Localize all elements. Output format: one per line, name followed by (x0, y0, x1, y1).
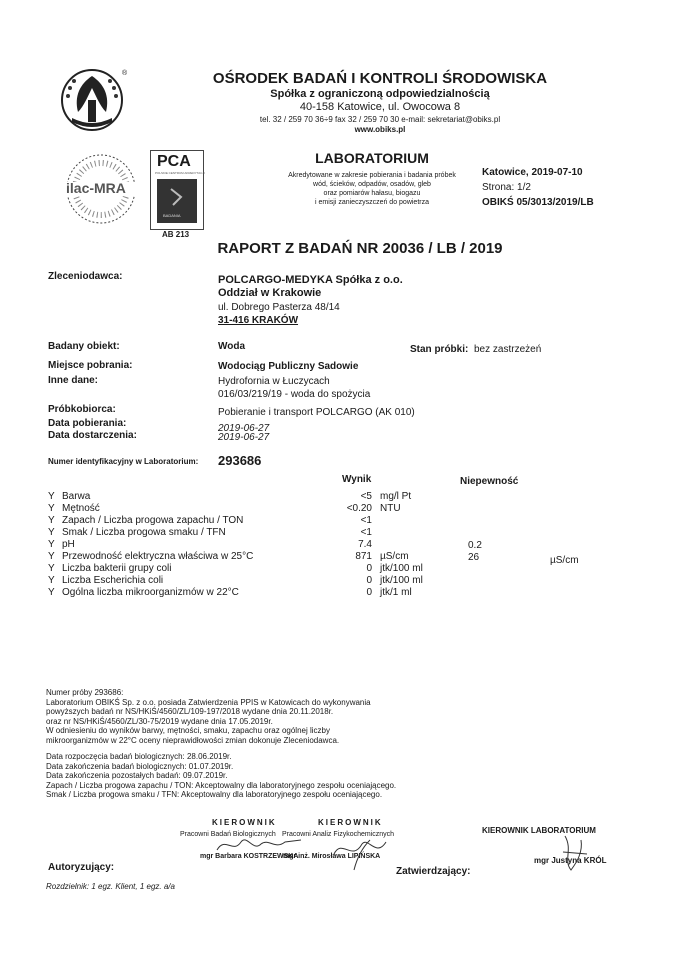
col-uncertainty-header: Niepewność (460, 476, 519, 487)
date-delivered-label: Data dostarczenia: (48, 430, 137, 441)
result-flag: Y (48, 551, 55, 562)
head1-name: mgr Barbara KOSTRZEWSKA (200, 853, 299, 860)
other-line-2: 016/03/219/19 - woda do spożycia (218, 389, 371, 400)
client-name: POLCARGO-MEDYKA Spółka z o.o. (218, 274, 403, 286)
ilac-label: ilac-MRA (66, 180, 126, 196)
object-value: Woda (218, 341, 246, 352)
pca-logo (150, 150, 204, 230)
org-sub: Spółka z ograniczoną odpowiedzialnością (270, 88, 490, 100)
head1-title: KIEROWNIK (212, 818, 277, 827)
authorizing-label: Autoryzujący: (48, 862, 115, 873)
signature-1 (215, 834, 305, 856)
result-value: <0.20 (346, 503, 372, 514)
approving-label: Zatwierdzający: (396, 866, 471, 877)
result-name: Barwa (62, 491, 91, 502)
page-number: Strona: 1/2 (482, 182, 531, 193)
other-line-1: Hydrofornia w Łuczycach (218, 376, 330, 387)
client-branch: Oddział w Krakowie (218, 287, 322, 299)
pca-badge-text: BADANIA (163, 213, 181, 218)
org-contact: tel. 32 / 259 70 36÷9 fax 32 / 259 70 30 e-mail: sekretariat@obiks.pl (259, 115, 501, 124)
result-flag: Y (48, 587, 55, 598)
org-website: www.obiks.pl (354, 125, 406, 134)
pca-small-text: POLSKIE CENTRUM AKREDYTACJI (155, 171, 205, 175)
sampler-value: Pobieranie i transport POLCARGO (AK 010) (218, 407, 415, 418)
registered-mark: ® (122, 70, 128, 77)
result-name: Przewodność elektryczna właściwa w 25°C (62, 551, 254, 562)
result-value: 0 (366, 575, 372, 586)
note-line: W odniesieniu do wyników barwy, mętności, smaku, zapachu oraz ogólnej liczby (46, 726, 330, 735)
note-line: Smak / Liczba progowa smaku / TFN: Akceptowalny dla laboratoryjnego zespołu oceniającego. (46, 790, 383, 799)
result-unit: jtk/100 ml (380, 563, 423, 574)
result-value: 0 (366, 587, 372, 598)
result-value: <1 (360, 515, 372, 526)
head3-name: mgr Justyna KRÓL (534, 856, 607, 865)
col-result-header: Wynik (342, 474, 372, 485)
report-title: RAPORT Z BADAŃ NR 20036 / LB / 2019 (217, 240, 503, 257)
result-value: <1 (360, 527, 372, 538)
note-line: Zapach / Liczba progowa zapachu / TON: Akceptowalny dla laboratoryjnego zespołu oceniającego. (46, 780, 397, 790)
note-line: Data zakończenia badań biologicznych: 01.07.2019r. (46, 761, 234, 771)
result-name: Smak / Liczba progowa smaku / TFN (62, 527, 226, 538)
sampler-label: Próbkobiorca: (48, 404, 116, 415)
result-uncertainty: 0.2 (468, 540, 482, 551)
result-unit: mg/l Pt (380, 491, 412, 502)
note-line: Data zakończenia pozostałych badań: 09.07.2019r. (46, 771, 228, 780)
result-flag: Y (48, 491, 55, 502)
lab-desc-4: i emisji zanieczyszczeń do powietrza (315, 199, 429, 206)
note-line: mikroorganizmów w 22°C oceny nieprawidłowości zmian dokonuje Zleceniodawca. (46, 735, 340, 745)
result-value: <5 (360, 491, 372, 502)
result-flag: Y (48, 539, 55, 550)
head2-name: mgr inż. Mirosława LIPIŃSKA (283, 853, 381, 860)
note-line: Laboratorium OBIKŚ Sp. z o.o. posiada Zatwierdzenia PPIS w Katowicach do wykonywania (46, 697, 371, 707)
result-value: 871 (355, 551, 372, 562)
signature-3 (555, 832, 595, 874)
head2-title: KIEROWNIK (318, 818, 383, 827)
note-line: Numer próby 293686: (46, 688, 124, 697)
result-unit: jtk/100 ml (380, 575, 423, 586)
lab-id-value: 293686 (218, 453, 262, 468)
date-taken-value: 2019-06-27 (218, 423, 270, 434)
place-value: Wodociąg Publiczny Sadowie (218, 361, 359, 372)
note-line: Data rozpoczęcia badań biologicznych: 28.06.2019r. (46, 752, 232, 761)
note-line: oraz nr NS/HKiŚ/4560/ZL/30-75/2019 wydane dnia 17.05.2019r. (46, 716, 273, 726)
place-label: Miejsce pobrania: (48, 360, 133, 371)
result-flag: Y (48, 575, 55, 586)
result-value: 0 (366, 563, 372, 574)
result-unit: jtk/1 ml (380, 587, 412, 598)
result-uncertainty-unit: µS/cm (550, 555, 579, 566)
result-name: Liczba bakterii grupy coli (62, 563, 172, 574)
date-taken-label: Data pobierania: (48, 418, 127, 429)
result-name: Liczba Escherichia coli (62, 575, 164, 586)
result-name: Zapach / Liczba progowa zapachu / TON (62, 515, 244, 526)
result-uncertainty: 26 (468, 552, 480, 563)
lab-title: LABORATORIUM (315, 150, 429, 166)
result-unit: NTU (380, 503, 401, 514)
lab-desc-3: oraz pomiarów hałasu, biogazu (323, 190, 421, 197)
place-date: Katowice, 2019-07-10 (482, 167, 583, 178)
org-name: OŚRODEK BADAŃ I KONTROLI ŚRODOWISKA (212, 70, 548, 87)
ab-number: AB 213 (162, 230, 190, 239)
result-value: 7.4 (358, 539, 372, 550)
signature-2 (330, 832, 400, 872)
result-name: pH (62, 539, 75, 550)
result-flag: Y (48, 503, 55, 514)
lab-desc-2: wód, ścieków, odpadów, osadów, gleb (313, 181, 431, 188)
result-flag: Y (48, 527, 55, 538)
result-name: Mętność (62, 503, 100, 514)
state-label: Stan próbki: (410, 344, 469, 355)
head3-title: KIEROWNIK LABORATORIUM (482, 826, 596, 835)
client-label: Zleceniodawca: (48, 271, 123, 282)
client-city: 31-416 KRAKÓW (218, 315, 299, 326)
note-line: powyższych badań nr NS/HKiŚ/4560/ZL/109-197/2018 wydane dnia 20.11.2018r. (46, 707, 334, 716)
lab-id-label: Numer identyfikacyjny w Laboratorium: (48, 457, 199, 466)
object-label: Badany obiekt: (48, 341, 120, 352)
date-delivered-value: 2019-06-27 (218, 432, 270, 443)
result-flag: Y (48, 563, 55, 574)
result-unit: µS/cm (380, 551, 409, 562)
result-flag: Y (48, 515, 55, 526)
head1-role: Pracowni Badań Biologicznych (180, 831, 276, 838)
pca-label: PCA (157, 153, 191, 170)
other-label: Inne dane: (48, 375, 99, 386)
org-address: 40-158 Katowice, ul. Owocowa 8 (299, 101, 461, 113)
reference-number: OBIKŚ 05/3013/2019/LB (482, 197, 594, 208)
client-street: ul. Dobrego Pasterza 48/14 (218, 302, 340, 313)
obiks-logo (58, 66, 126, 134)
pca-badge (157, 179, 197, 223)
ilac-mra-logo (62, 150, 140, 228)
state-value: bez zastrzeżeń (474, 344, 542, 355)
distribution: Rozdzielnik: 1 egz. Klient, 1 egz. a/a (46, 882, 175, 891)
head2-role: Pracowni Analiz Fizykochemicznych (282, 831, 395, 838)
lab-desc-1: Akredytowane w zakresie pobierania i badania próbek (288, 172, 456, 179)
result-name: Ogólna liczba mikroorganizmów w 22°C (62, 587, 239, 598)
